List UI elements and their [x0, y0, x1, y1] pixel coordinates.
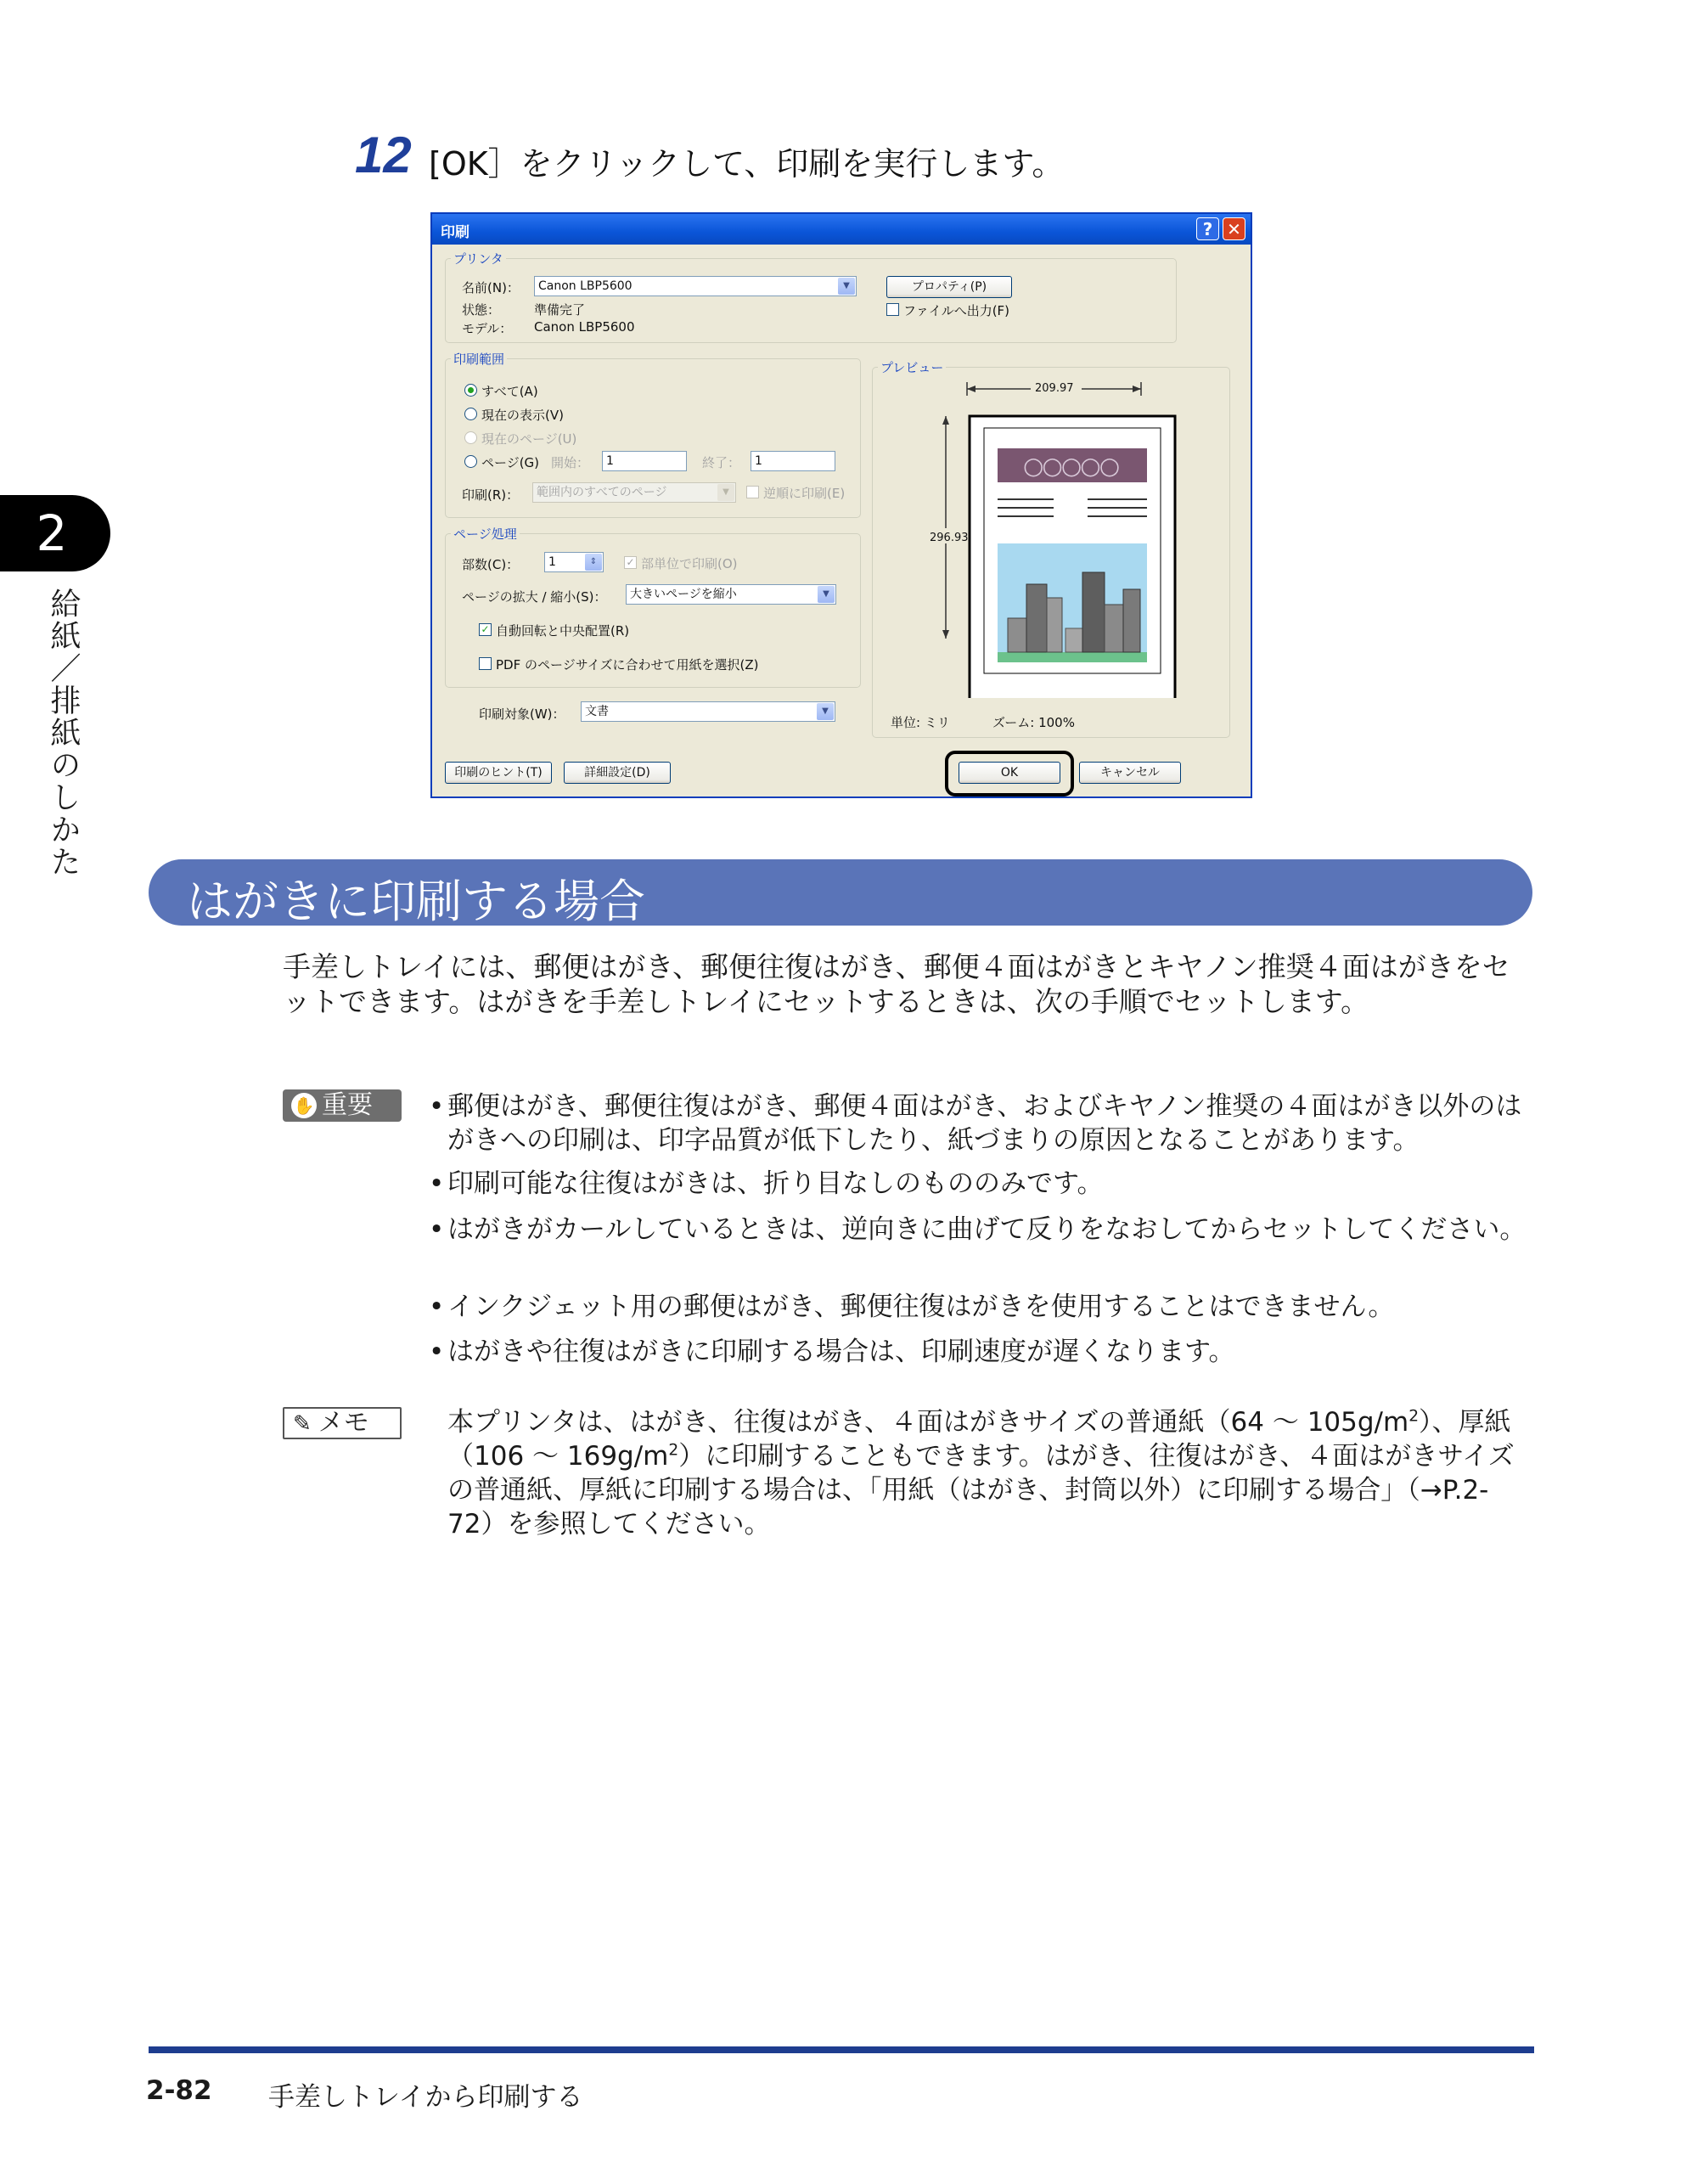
range-pages-label: ページ(G): [481, 455, 540, 470]
footer-rule: [149, 2046, 1534, 2053]
memo-text-part: ）に印刷することもできます。はがき、往復はがき、４面はがきサイズの普通紙、厚紙に印刷する場合は、「用紙（はがき、封筒以外）に印刷する場合」（→P.2-72）を参照してください。: [447, 1441, 1515, 1539]
copies-value: 1: [548, 555, 556, 569]
collate-label: 部単位で印刷(O): [641, 556, 738, 571]
important-item-text: 郵便はがき、郵便往復はがき、郵便４面はがき、およびキヤノン推奨の４面はがき以外のはがきへの印刷は、印字品質が低下したり、紙づまりの原因となることがあります。: [447, 1091, 1522, 1156]
scaling-select[interactable]: [626, 584, 836, 605]
important-item-text: インクジェット用の郵便はがき、郵便往復はがきを使用することはできません。: [447, 1292, 1395, 1322]
memo-text: [447, 1405, 1532, 1541]
print-what-select[interactable]: [581, 701, 835, 722]
chapter-tab: [0, 495, 110, 571]
help-button[interactable]: ?: [1196, 217, 1219, 240]
range-current-page-label: 現在のページ(U): [481, 431, 577, 447]
range-current-view-radio[interactable]: [464, 408, 477, 420]
print-what-label: 印刷対象(W)：: [479, 706, 565, 722]
properties-button[interactable]: プロパティ(P): [886, 276, 1012, 298]
status-value: 準備完了: [534, 302, 586, 318]
memo-badge-label: メモ: [318, 1408, 369, 1438]
important-item: [429, 1290, 1532, 1324]
bullet-dot: •: [429, 1168, 445, 1199]
range-from-label: 開始：: [551, 455, 590, 470]
superscript: 2: [1408, 1407, 1420, 1426]
reverse-order-checkbox[interactable]: [746, 486, 759, 498]
auto-rotate-checkbox[interactable]: ✓: [479, 623, 492, 636]
pdf-page-size-checkbox[interactable]: [479, 657, 492, 670]
important-item: [429, 1089, 1532, 1157]
intro-paragraph: 手差しトレイには、郵便はがき、郵便往復はがき、郵便４面はがきとキヤノン推奨４面はがきをセットできます。はがきを手差しトレイにセットするときは、次の手順でセットします。: [283, 950, 1510, 1018]
range-current-view-label: 現在の表示(V): [481, 408, 564, 423]
copies-label: 部数(C)：: [462, 557, 520, 572]
print-subset-select[interactable]: [532, 482, 736, 503]
ok-button[interactable]: OK: [959, 762, 1060, 784]
advanced-settings-button[interactable]: 詳細設定(D): [564, 762, 671, 784]
range-all-radio[interactable]: [464, 384, 477, 397]
superscript: 2: [668, 1441, 679, 1460]
cancel-button[interactable]: キャンセル: [1079, 762, 1181, 784]
preview-width-value: 209.97: [1035, 382, 1074, 395]
memo-text-part: 本プリンタは、はがき、往復はがき、４面はがきサイズの普通紙（64 〜 105g/m: [447, 1407, 1409, 1438]
print-hints-button[interactable]: 印刷のヒント(T): [445, 762, 552, 784]
printer-name-select[interactable]: [534, 276, 857, 296]
preview-group-legend: プレビュー: [880, 360, 944, 375]
preview-zoom-label: ズーム: 100%: [992, 715, 1075, 730]
chevron-down-icon: ▼: [838, 278, 855, 295]
reverse-order-label: 逆順に印刷(E): [763, 486, 846, 501]
status-label: 状態：: [462, 302, 501, 318]
pdf-page-size-label: PDF のページサイズに合わせて用紙を選択(Z): [496, 657, 759, 673]
bullet-dot: •: [429, 1337, 445, 1367]
chapter-number: 2: [36, 504, 68, 562]
chapter-title: 給紙／排紙のしかた: [46, 588, 81, 878]
bullet-dot: •: [429, 1091, 445, 1122]
range-from-input[interactable]: 1: [602, 451, 687, 471]
preview-height-value: 296.93: [930, 532, 969, 544]
range-group-legend: 印刷範囲: [453, 352, 505, 367]
dialog-titlebar: [432, 214, 1251, 245]
range-to-input[interactable]: 1: [751, 451, 835, 471]
scaling-label: ページの拡大 / 縮小(S)：: [462, 589, 607, 605]
print-what-value: 文書: [585, 705, 609, 718]
section-banner: [149, 859, 1532, 926]
important-item: [429, 1167, 1532, 1201]
print-dialog: [430, 212, 1252, 798]
auto-rotate-label: 自動回転と中央配置(R): [496, 623, 630, 639]
range-pages-radio[interactable]: [464, 455, 477, 468]
chevron-down-icon: ▼: [817, 703, 834, 720]
dialog-title: 印刷: [441, 224, 469, 241]
important-item-text: はがきや往復はがきに印刷する場合は、印刷速度が遅くなります。: [447, 1337, 1235, 1367]
collate-checkbox[interactable]: ✓: [624, 556, 637, 569]
page-number: 2-82: [146, 2075, 212, 2106]
copies-stepper[interactable]: [544, 552, 604, 572]
model-label: モデル：: [462, 321, 513, 336]
important-item: [429, 1213, 1532, 1247]
preview-unit-label: 単位: ミリ: [891, 715, 950, 730]
close-button[interactable]: ✕: [1223, 217, 1245, 240]
bullet-dot: •: [429, 1214, 445, 1245]
printer-name-value: Canon LBP5600: [538, 279, 633, 293]
important-item-text: 印刷可能な往復はがきは、折り目なしのもののみです。: [447, 1168, 1104, 1199]
memo-badge: [283, 1407, 402, 1439]
printer-name-label: 名前(N)：: [462, 280, 520, 296]
memo-text-part: ）、厚紙（106 〜 169g/m: [447, 1407, 1511, 1472]
model-value: Canon LBP5600: [534, 319, 635, 335]
step-text: [OK］をクリックして、印刷を実行します。: [429, 145, 1065, 183]
section-title: はがきに印刷する場合: [187, 875, 645, 928]
spinner-arrows-icon[interactable]: ⇕: [585, 554, 602, 571]
pencil-icon: ✎: [293, 1411, 312, 1437]
printer-group-legend: プリンタ: [453, 251, 503, 267]
important-item-text: はがきがカールしているときは、逆向きに曲げて反りをなおしてからセットしてください。: [447, 1214, 1527, 1245]
preview-circles: ○○○○○: [1023, 452, 1119, 480]
important-badge: [283, 1089, 402, 1122]
important-item: [429, 1335, 1532, 1369]
preview-pane: [874, 375, 1230, 698]
step-number: 12: [355, 127, 412, 183]
hand-stop-icon: ✋: [291, 1093, 317, 1118]
range-all-label: すべて(A): [481, 384, 538, 399]
chevron-down-icon: ▼: [818, 586, 835, 603]
range-to-label: 終了：: [702, 455, 741, 470]
bullet-dot: •: [429, 1292, 445, 1322]
page-handling-legend: ページ処理: [453, 526, 517, 542]
print-to-file-checkbox[interactable]: [886, 303, 899, 316]
print-to-file-label: ファイルへ出力(F): [903, 303, 1010, 318]
print-subset-value: 範囲内のすべてのページ: [537, 486, 667, 499]
print-subset-label: 印刷(R)：: [462, 487, 520, 503]
important-badge-label: 重要: [322, 1090, 373, 1120]
footer-title: 手差しトレイから印刷する: [268, 2082, 583, 2113]
chevron-down-icon: ▼: [717, 484, 734, 501]
scaling-value: 大きいページを縮小: [630, 588, 737, 601]
range-current-page-radio[interactable]: [464, 431, 477, 444]
